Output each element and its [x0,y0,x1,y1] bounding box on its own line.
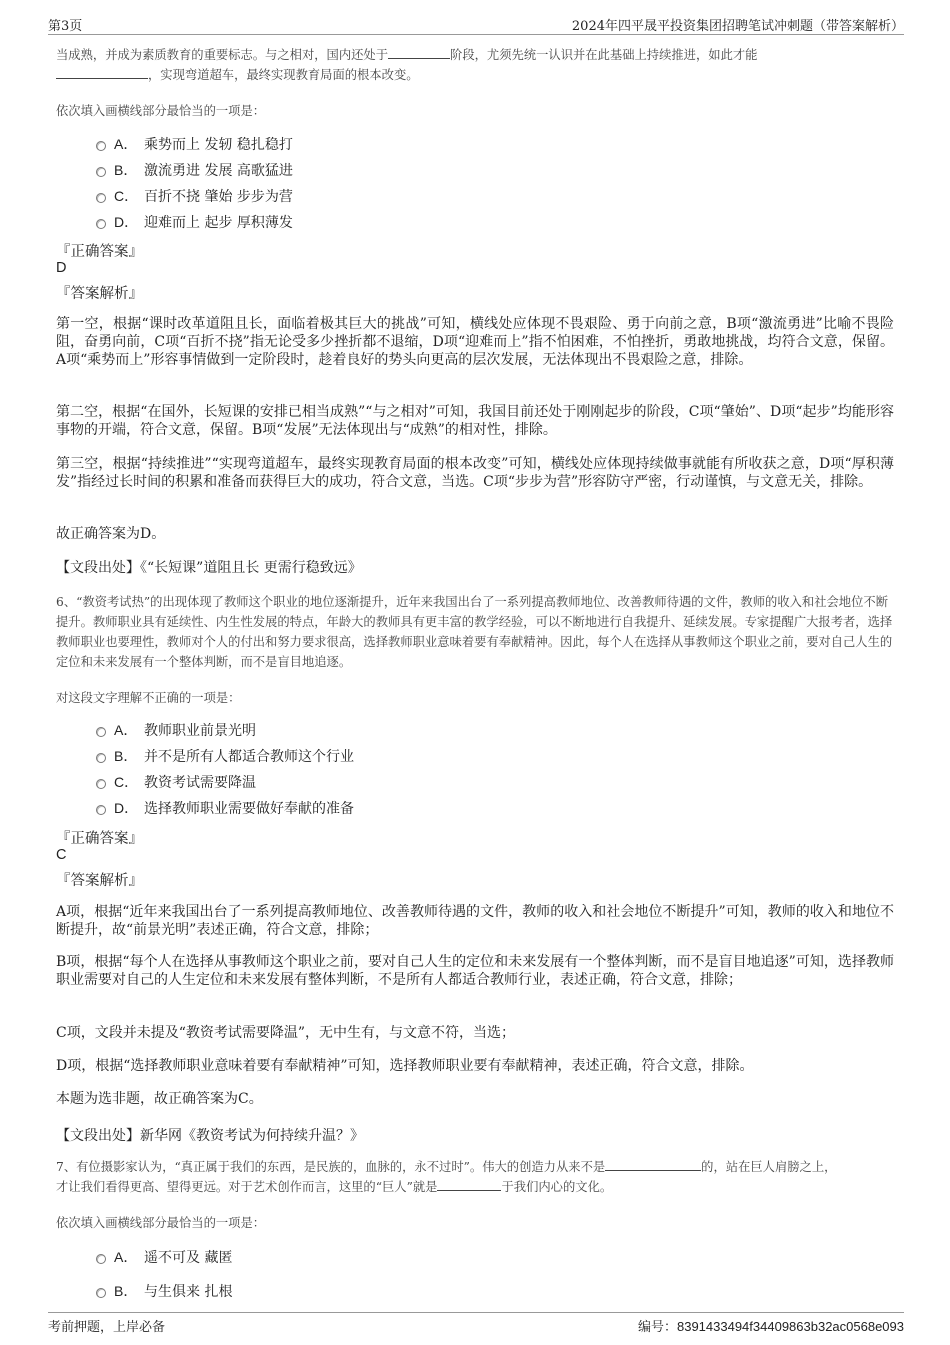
option-text: 与生俱来 扎根 [144,1284,233,1300]
page-number: 第3页 [48,19,83,34]
q5-conclusion: 故正确答案为D。 [56,526,166,542]
radio-icon[interactable] [96,727,106,737]
q7-option-b[interactable] [96,1279,596,1305]
q6-option-c[interactable] [96,770,596,796]
q6-answer: C [56,847,67,863]
q6-option-b[interactable] [96,744,596,770]
radio-icon[interactable] [96,167,106,177]
q6-analysis-d: D项，根据“选择教师职业意味着要有奉献精神”可知，选择教师职业要有奉献精神，表述正确，符合文意，排除。 [56,1058,754,1074]
option-letter: C． [114,188,139,204]
q5-text-part: ，实现弯道超车，最终实现教育局面的根本改变。 [148,68,419,82]
q5-option-a[interactable] [96,132,596,158]
document-title: 2024年四平晟平投资集团招聘笔试冲刺题（带答案解析） [571,19,904,34]
q6-text: 6、“教资考试热”的出现体现了教师这个职业的地位逐渐提升，近年来我国出台了一系列提高教师地位、改善教师待遇的文件，教师的收入和社会地位不断提升。教师职业具有延续性、内生性发展的特点，年龄大的教师具有更丰富的教学经验，可以不断地进行自我提升、延续发展。专家提醒广大报考者，选择教师职业也要理性，教师对个人的付出和努力要求很高，选择教师职业意味着要有奉献精神。因此，每个人在选择从事教师这个职业之前，要对自己人生的定位和未来发展有一个整体判断，而不是盲目地追逐。 [56,595,893,669]
q6-source: 【文段出处】新华网《教资考试为何持续升温？》 [56,1128,364,1144]
q6-options [96,718,596,822]
q5-answer: D [56,260,67,276]
radio-icon[interactable] [96,1288,106,1298]
option-text: 百折不挠 肇始 步步为营 [144,189,293,205]
radio-icon[interactable] [96,141,106,151]
option-text: 教师职业前景光明 [144,723,256,739]
option-text: 迎难而上 起步 厚积薄发 [144,215,293,231]
fill-blank [437,1178,501,1191]
q5-text [56,45,894,85]
radio-icon[interactable] [96,219,106,229]
option-letter: D． [114,800,139,816]
page-footer [48,1312,904,1335]
q5-option-d[interactable] [96,210,596,236]
option-text: 选择教师职业需要做好奉献的准备 [144,801,354,817]
radio-icon[interactable] [96,779,106,789]
option-text: 乘势而上 发轫 稳扎稳打 [144,137,293,153]
option-letter: D． [114,214,139,230]
q7-text-part: 才让我们看得更高、望得更远。对于艺术创作而言，这里的“巨人”就是 [56,1180,438,1194]
q5-question: 依次填入画横线部分最恰当的一项是： [56,104,266,118]
radio-icon[interactable] [96,753,106,763]
option-text: 并不是所有人都适合教师这个行业 [144,749,354,765]
option-letter: B． [114,1283,138,1299]
q6-analysis-c: C项，文段并未提及“教资考试需要降温”，无中生有，与文意不符，当选； [56,1025,516,1041]
option-letter: B． [114,162,138,178]
q6-conclusion: 本题为选非题，故正确答案为C。 [56,1091,263,1107]
q5-options [96,132,596,236]
q7-text-part: 于我们内心的文化。 [501,1180,613,1194]
option-text: 激流勇进 发展 高歌猛进 [144,163,293,179]
q6-analysis-a: A项，根据“近年来我国出台了一系列提高教师地位、改善教师待遇的文件，教师的收入和社会地位不断提升”可知，教师的收入和地位不断提升，故“前景光明”表述正确，符合文意，排除； [56,904,894,938]
q6-answer-label: 『正确答案』 [56,831,143,847]
q7-option-a[interactable] [96,1245,596,1279]
q5-answer-label: 『正确答案』 [56,244,143,260]
footer-slogan: 考前押题，上岸必备 [48,1320,166,1335]
fill-blank [56,66,148,79]
option-letter: C． [114,774,139,790]
q5-source: 【文段出处】《“长短课”道阻且长 更需行稳致远》 [56,560,362,576]
q5-analysis-3: 第三空，根据“持续推进”“实现弯道超车，最终实现教育局面的根本改变”可知，横线处应体现持续做事就能有所收获之意，D项“厚积薄发”指经过长时间的积累和准备而获得巨大的成功，符合文意，当选。C项“步步为营”形容防守严密，行动谨慎，与文意无关，排除。 [56,456,894,490]
q5-text-part: 当成熟，并成为素质教育的重要标志。与之相对，国内还处于 [56,48,389,62]
q7-options [96,1245,596,1305]
radio-icon[interactable] [96,193,106,203]
option-letter: B． [114,748,138,764]
option-text: 教资考试需要降温 [144,775,256,791]
radio-icon[interactable] [96,805,106,815]
q5-text-part: 阶段，尤须先统一认识并在此基础上持续推进，如此才能 [450,48,758,62]
q7-text [56,1157,894,1197]
q7-text-part: 7、有位摄影家认为，“真正属于我们的东西，是民族的，血脉的，永不过时”。伟大的创造力从来不是 [56,1160,606,1174]
fill-blank [388,46,450,59]
q6-question: 对这段文字理解不正确的一项是： [56,691,241,705]
q6-analysis-b: B项，根据“每个人在选择从事教师这个职业之前，要对自己人生的定位和未来发展有一个整体判断，而不是盲目地追逐”可知，选择教师职业需要对自己的人生定位和未来发展有整体判断，不是所有人都适合教师行业，表述正确，符合文意，排除； [56,954,894,988]
document-id: 编号：8391433494f34409863b32ac0568e093 [637,1319,904,1334]
q5-analysis-label: 『答案解析』 [56,286,143,302]
option-text: 遥不可及 藏匿 [144,1250,233,1266]
fill-blank [605,1158,701,1171]
q5-analysis-1: 第一空，根据“课时改革道阻且长，面临着极其巨大的挑战”可知，横线处应体现不畏艰险、勇于向前之意，B项“激流勇进”比喻不畏险阻，奋勇向前，C项“百折不挠”指无论受多少挫折都不退缩，D项“迎难而上”指不怕困难，不怕挫折，勇敢地挑战，均符合文意，保留。A项“乘势而上”形容事情做到一定阶段时，趁着良好的势头向更高的层次发展，无法体现出不畏艰险之意，排除。 [56,316,894,368]
radio-icon[interactable] [96,1254,106,1264]
page-header [48,12,904,35]
option-letter: A． [114,722,138,738]
option-letter: A． [114,136,138,152]
q6-option-d[interactable] [96,796,596,822]
q5-option-c[interactable] [96,184,596,210]
q5-analysis-2: 第二空，根据“在国外，长短课的安排已相当成熟”“与之相对”可知，我国目前还处于刚刚起步的阶段，C项“肇始”、D项“起步”均能形容事物的开端，符合文意，保留。B项“发展”无法体现出与“成熟”的相对性，排除。 [56,404,894,438]
option-letter: A． [114,1249,138,1265]
q7-text-part: 的，站在巨人肩膀之上， [701,1160,837,1174]
q6-analysis-label: 『答案解析』 [56,873,143,889]
q5-option-b[interactable] [96,158,596,184]
q7-question: 依次填入画横线部分最恰当的一项是： [56,1216,266,1230]
q6-option-a[interactable] [96,718,596,744]
